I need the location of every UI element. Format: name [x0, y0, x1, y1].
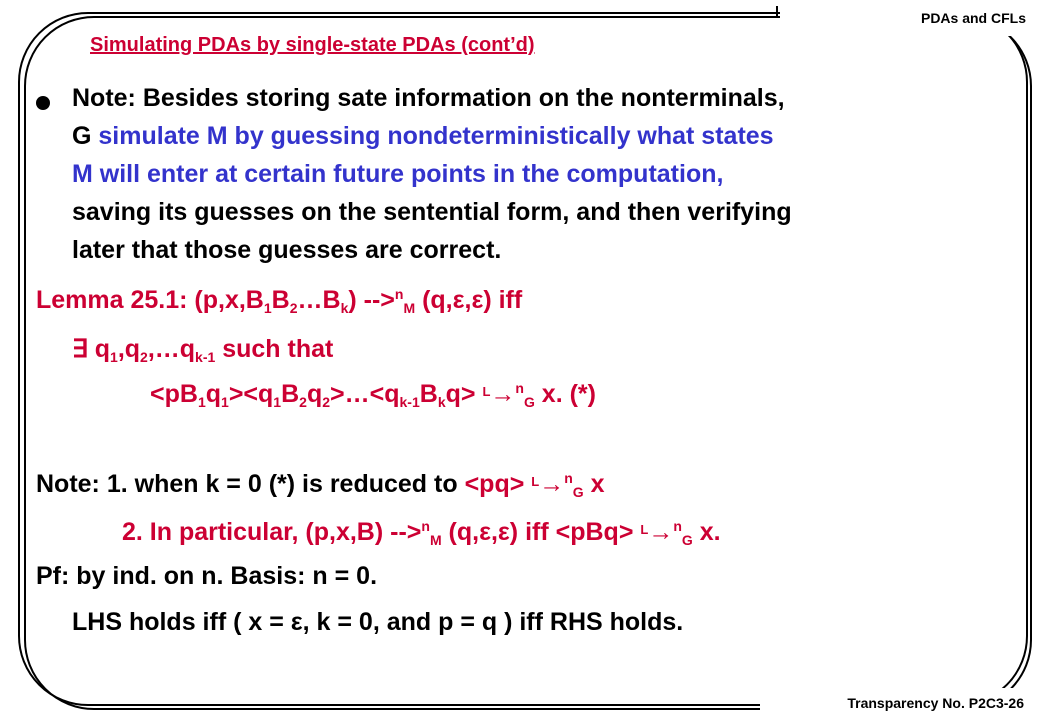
epsilon-symbols: ε,ε — [452, 286, 484, 314]
deriv-text: q> — [445, 380, 483, 408]
note-line-2 — [72, 122, 774, 151]
epsilon-symbol: ε — [290, 608, 303, 636]
note3-text: <pBq> — [555, 518, 641, 546]
deriv-text: q — [306, 380, 323, 408]
right-arrow-icon: → — [490, 380, 516, 408]
note-line-3: M will enter at certain future points in the computation, — [72, 160, 724, 188]
proof-line: Pf: by ind. on n. Basis: n = 0. — [36, 562, 378, 590]
exists-text: such that — [215, 335, 334, 363]
sub: k — [340, 300, 349, 316]
note3-text: (q, — [441, 518, 480, 546]
sub: k-1 — [195, 349, 216, 365]
exists-text: ,…q — [147, 335, 196, 363]
lhs-line — [72, 608, 683, 637]
deriv-text: B — [281, 380, 300, 408]
deriv-text: x. (*) — [534, 380, 596, 408]
sub: k — [437, 394, 446, 410]
lemma-text: (q, — [415, 286, 453, 314]
slide-footer: Transparency No. P2C3-26 — [847, 695, 1024, 711]
sub: G — [681, 532, 693, 548]
slide-header: PDAs and CFLs — [920, 10, 1026, 26]
deriv-text: B — [419, 380, 438, 408]
note-line-4: saving its guesses on the sentential form, and then verifying — [72, 198, 792, 226]
note2-text: <pq> — [464, 470, 532, 498]
sub: 2 — [140, 349, 148, 365]
sub: 2 — [299, 394, 307, 410]
sup: n — [394, 286, 404, 302]
note-line-5: later that those guesses are correct. — [72, 236, 502, 264]
sub: G — [523, 394, 535, 410]
sup: n — [673, 518, 682, 534]
sub: 2 — [322, 394, 331, 410]
slide-title: Simulating PDAs by single-state PDAs (cont’d) — [90, 34, 535, 56]
note-line-2-start: G — [72, 122, 99, 150]
exists-symbol: ∃ — [72, 335, 88, 363]
derivation-line — [150, 380, 596, 410]
lhs-text: , k = 0, and p = q ) iff RHS holds. — [302, 608, 684, 636]
bullet-icon — [36, 96, 50, 110]
note3-text: ) iff — [509, 518, 556, 546]
note2-red — [465, 470, 605, 498]
sub: 1 — [110, 349, 118, 365]
exists-text: q — [87, 335, 111, 363]
note3-text: 2. In particular, (p,x,B) --> — [122, 518, 422, 546]
L-mark: L — [482, 384, 491, 399]
note2-text: x — [583, 470, 605, 498]
sup: n — [515, 380, 524, 396]
lemma-line — [36, 286, 522, 316]
exists-text: ,q — [117, 335, 141, 363]
right-arrow-icon: → — [648, 518, 674, 546]
lemma-text: Lemma 25.1: (p,x,B — [36, 286, 264, 314]
deriv-text: >…<q — [330, 380, 400, 408]
sup: n — [421, 518, 430, 534]
lemma-text: …B — [297, 286, 341, 314]
deriv-text: ><q — [228, 380, 274, 408]
lhs-text: LHS holds iff ( x = — [72, 608, 291, 636]
L-mark: L — [531, 474, 540, 489]
lemma-text: ) iff — [483, 286, 523, 314]
epsilon-symbols: ε,ε — [479, 518, 510, 546]
note-line-2-blue: simulate M by guessing nondeterministically what states — [98, 122, 774, 150]
note-line-1: Note: Besides storing sate information on the nonterminals, — [72, 84, 785, 112]
sub: 1 — [263, 300, 272, 316]
sub: 2 — [289, 300, 298, 316]
sub: 1 — [197, 394, 206, 410]
sub: 1 — [221, 394, 229, 410]
sub: 1 — [273, 394, 282, 410]
sub: M — [403, 300, 416, 316]
note3-text: x. — [692, 518, 721, 546]
right-arrow-icon: → — [539, 470, 565, 498]
lemma-text: B — [271, 286, 290, 314]
sup: n — [564, 470, 573, 486]
header-rule — [776, 6, 778, 16]
sub: M — [429, 532, 442, 548]
note3-line — [122, 518, 721, 548]
note2-text: Note: 1. when k = 0 (*) is reduced to — [36, 470, 465, 498]
sub: k-1 — [399, 394, 420, 410]
L-mark: L — [640, 522, 649, 537]
deriv-text: <pB — [150, 380, 198, 408]
lemma-text: ) --> — [348, 286, 395, 314]
note2-line — [36, 470, 605, 500]
exists-line — [72, 334, 333, 365]
sub: G — [572, 484, 584, 500]
deriv-text: q — [205, 380, 222, 408]
